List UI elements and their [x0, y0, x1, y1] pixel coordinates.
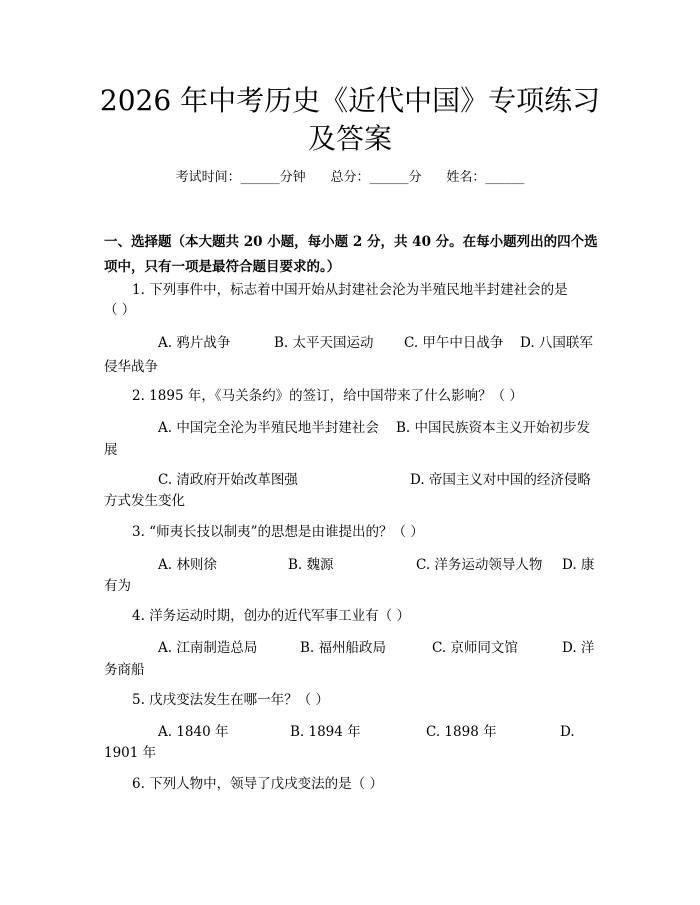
time-blank: ______ — [240, 170, 280, 185]
question-2-option-d-cont: 方式发生变化 — [104, 493, 185, 509]
exam-meta — [0, 168, 700, 188]
question-5-option-c[interactable]: C. 1898 年 — [426, 724, 497, 740]
score-label: 总分： — [330, 170, 370, 185]
question-2-option-a[interactable]: A. 中国完全沦为半殖民地半封建社会 — [158, 420, 379, 436]
question-1-option-c[interactable]: C. 甲午中日战争 — [404, 335, 504, 351]
name-blank: ______ — [485, 170, 525, 185]
question-2-option-c[interactable]: C. 清政府开始改革图强 — [158, 472, 298, 488]
question-3-option-c[interactable]: C. 洋务运动领导人物 — [416, 557, 543, 573]
question-3-option-b[interactable]: B. 魏源 — [288, 557, 334, 573]
question-1-stem: 1. 下列事件中，标志着中国开始从封建社会沦为半殖民地半封建社会的是 — [132, 282, 568, 298]
question-3-option-d-cont: 有为 — [104, 578, 131, 594]
question-5-option-d-cont: 1901 年 — [104, 745, 157, 761]
time-label: 考试时间： — [175, 170, 241, 185]
question-4-option-b[interactable]: B. 福州船政局 — [300, 640, 387, 656]
question-4-option-c[interactable]: C. 京师同文馆 — [432, 640, 518, 656]
question-4-option-a[interactable]: A. 江南制造总局 — [158, 640, 258, 656]
question-3-option-d[interactable]: D. 康 — [562, 557, 595, 573]
score-blank: ______ — [369, 170, 409, 185]
question-5-stem: 5. 戊戌变法发生在哪一年？（ ） — [132, 692, 329, 708]
question-5-option-b[interactable]: B. 1894 年 — [290, 724, 361, 740]
question-1-option-d-cont: 侵华战争 — [104, 359, 158, 375]
question-2-stem: 2. 1895 年，《马关条约》的签订，给中国带来了什么影响？（ ） — [132, 388, 523, 404]
question-5-option-a[interactable]: A. 1840 年 — [158, 724, 229, 740]
question-4-stem: 4. 洋务运动时期，创办的近代军事工业有（ ） — [132, 608, 410, 624]
question-6-stem: 6. 下列人物中，领导了戊戌变法的是（ ） — [132, 776, 383, 792]
question-1-option-a[interactable]: A. 鸦片战争 — [158, 335, 231, 351]
question-1-option-d[interactable]: D. 八国联军 — [520, 335, 593, 351]
question-3-stem: 3. “师夷长技以制夷”的思想是由谁提出的？（ ） — [132, 524, 424, 540]
time-unit: 分钟 — [279, 170, 306, 185]
section-heading: 一、选择题（本大题共 20 小题，每小题 2 分，共 40 分。在每小题列出的四个选项中，只有一项是最符合题目要求的。） — [104, 234, 598, 275]
question-5-option-d[interactable]: D. — [560, 724, 575, 740]
score-unit: 分 — [408, 170, 422, 185]
question-4-option-d[interactable]: D. 洋 — [562, 640, 595, 656]
question-1-stem-cont: （ ） — [104, 302, 136, 318]
question-2-option-b[interactable]: B. 中国民族资本主义开始初步发 — [396, 420, 591, 436]
page-title: 2026 年中考历史《近代中国》专项练习及答案 — [99, 84, 601, 155]
question-3-option-a[interactable]: A. 林则徐 — [158, 557, 217, 573]
question-2-option-d[interactable]: D. 帝国主义对中国的经济侵略 — [410, 472, 591, 488]
name-label: 姓名： — [446, 170, 486, 185]
question-4-option-d-cont: 务商船 — [104, 662, 145, 678]
question-1-option-b[interactable]: B. 太平天国运动 — [274, 335, 374, 351]
question-2-option-b-cont: 展 — [104, 442, 118, 458]
